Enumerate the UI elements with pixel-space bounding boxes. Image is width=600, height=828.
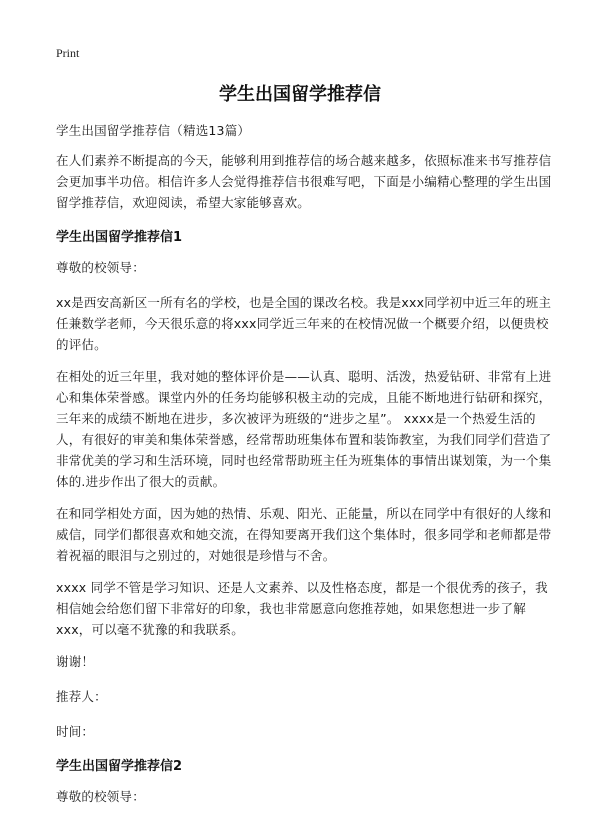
letter-heading: 学生出国留学推荐信2 — [56, 759, 183, 774]
document-subtitle: 学生出国留学推荐信（精选13篇） — [56, 123, 251, 138]
letter-salutation: 尊敬的校领导： — [56, 789, 145, 804]
letter-salutation: 尊敬的校领导： — [56, 260, 145, 275]
intro-paragraph: 在人们素养不断提高的今天，能够利用到推荐信的场合越来越多，依照标准来书写推荐信会更加事半功倍。相信许多人会觉得推荐信书很难写吧，下面是小编精心整理的学生出国留学推荐信，欢迎阅读，希望大家能够喜欢。 — [56, 153, 552, 210]
time-label: 时间： — [56, 724, 95, 739]
letter-1 — [56, 227, 556, 742]
letter-paragraph: xx是西安高新区一所有名的学校，也是全国的课改名校。我是xxx同学初中近三年的班主任兼数学老师，今天很乐意的将xxx同学近三年来的在校情况做一个概要介绍，以便贵校的评估。 — [56, 295, 552, 352]
page-title: 学生出国留学推荐信 — [219, 84, 381, 105]
letter-heading: 学生出国留学推荐信1 — [56, 230, 183, 245]
recommender-label: 推荐人： — [56, 689, 107, 704]
letter-paragraph: 在相处的近三年里，我对她的整体评价是——认真、聪明、活泼，热爱钻研、非常有上进心和集体荣誉感。课堂内外的任务均能够积极主动的完成，且能不断地进行钻研和探究，三年来的成绩不断地在进步，多次被评为班级的“进步之星”。 xxxx是一个热爱生活的人，有很好的审美和集体荣誉感，经常帮助班集体布置和装饰教室，为我们同学们营造了非常优美的学习和生活环境，同时也经常帮助班主任为班集体的事情出谋划策，为一个集体的.进步作出了很大的贡献。 — [56, 369, 552, 489]
letter-2 — [56, 756, 556, 807]
print-link[interactable]: Print — [56, 46, 80, 60]
letter-closing: 谢谢！ — [56, 654, 95, 669]
document-body — [56, 120, 556, 821]
letter-paragraph: 在和同学相处方面，因为她的热情、乐观、阳光、正能量，所以在同学中有很好的人缘和威信，同学们都很喜欢和她交流，在得知要离开我们这个集体时，很多同学和老师都是带着祝福的眼泪与之别过的，对她很是珍惜与不舍。 — [56, 506, 552, 563]
letter-paragraph: xxxx 同学不管是学习知识、还是人文素养、以及性格态度，都是一个很优秀的孩子，我相信她会给您们留下非常好的印象，我也非常愿意向您推荐她，如果您想进一步了解xxx，可以毫不犹豫的和我联系。 — [56, 580, 548, 637]
